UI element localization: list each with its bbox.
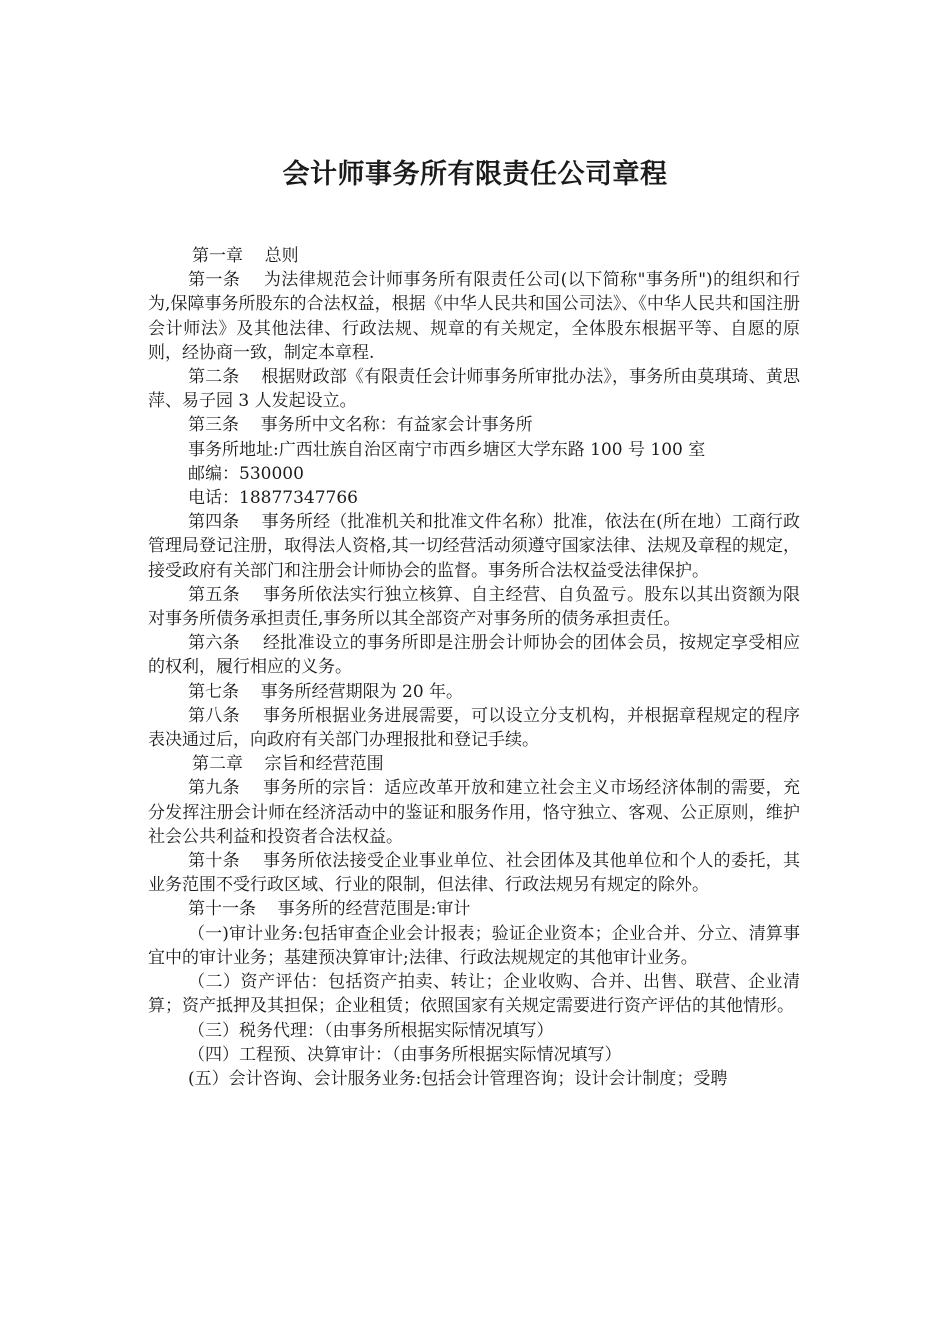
article-paragraph: 第九条 事务所的宗旨：适应改革开放和建立社会主义市场经济体制的需要，充分发挥注册会计师在经济活动中的鉴证和服务作用，恪守独立、客观、公正原则，维护社会公共利益和投资者合法权益。 bbox=[148, 778, 800, 847]
article-paragraph: （二）资产评估：包括资产拍卖、转让；企业收购、合并、出售、联营、企业清算；资产抵押及其担保；企业租赁；依照国家有关规定需要进行资产评估的其他情形。 bbox=[148, 972, 800, 1017]
article-paragraph: （四）工程预、决算审计：（由事务所根据实际情况填写） bbox=[188, 1044, 622, 1065]
document-body bbox=[148, 244, 800, 1091]
article-paragraph: 第六条 经批准设立的事务所即是注册会计师协会的团体会员，按规定享受相应的权利，履行相应的义务。 bbox=[148, 633, 800, 678]
article-paragraph: 电话：18877347766 bbox=[188, 488, 358, 509]
chapter-heading: 第一章 总则 bbox=[192, 246, 299, 266]
document-title: 会计师事务所有限责任公司章程 bbox=[282, 159, 668, 190]
article-paragraph: 第十条 事务所依法接受企业事业单位、社会团体及其他单位和个人的委托，其业务范围不受行政区域、行业的限制，但法律、行政法规另有规定的除外。 bbox=[148, 851, 800, 896]
article-paragraph: （一)审计业务:包括审查企业会计报表；验证企业资本；企业合并、分立、清算事宜中的审计业务；基建预决算审计;法律、行政法规规定的其他审计业务。 bbox=[148, 923, 800, 968]
article-paragraph: (五）会计咨询、会计服务业务:包括会计管理咨询；设计会计制度；受聘 bbox=[188, 1068, 728, 1089]
article-paragraph: 第七条 事务所经营期限为 20 年。 bbox=[188, 681, 464, 702]
article-paragraph: 第四条 事务所经（批准机关和批准文件名称）批准，依法在(所在地）工商行政管理局登记注册，取得法人资格,其一切经营活动须遵守国家法律、法规及章程的规定，接受政府有关部门和注册会计师协会的监督。事务所合法权益受法律保护。 bbox=[148, 512, 800, 581]
article-paragraph: 第一条 为法律规范会计师事务所有限责任公司(以下简称"事务所")的组织和行为,保障事务所股东的合法权益，根据《中华人民共和国公司法》、《中华人民共和国注册会计师法》及其他法律、行政法规、规章的有关规定，全体股东根据平等、自愿的原则，经协商一致，制定本章程. bbox=[148, 270, 800, 363]
article-paragraph: 第二条 根据财政部《有限责任会计师事务所审批办法》，事务所由莫琪琦、黄思萍、易子园 3 人发起设立。 bbox=[148, 367, 800, 412]
chapter-heading: 第二章 宗旨和经营范围 bbox=[192, 754, 384, 775]
article-paragraph: 事务所地址:广西壮族自治区南宁市西乡塘区大学东路 100 号 100 室 bbox=[188, 439, 706, 460]
article-paragraph: 第八条 事务所根据业务进展需要，可以设立分支机构，并根据章程规定的程序表决通过后，向政府有关部门办理报批和登记手续。 bbox=[148, 705, 800, 751]
article-paragraph: （三）税务代理：（由事务所根据实际情况填写） bbox=[188, 1020, 554, 1041]
article-paragraph: 第五条 事务所依法实行独立核算、自主经营、自负盈亏。股东以其出资额为限对事务所债务承担责任,事务所以其全部资产对事务所的债务承担责任。 bbox=[148, 584, 800, 630]
article-paragraph: 邮编：530000 bbox=[188, 463, 304, 484]
article-paragraph: 第十一条 事务所的经营范围是:审计 bbox=[188, 899, 471, 920]
article-paragraph: 第三条 事务所中文名称：有益家会计事务所 bbox=[188, 415, 533, 436]
